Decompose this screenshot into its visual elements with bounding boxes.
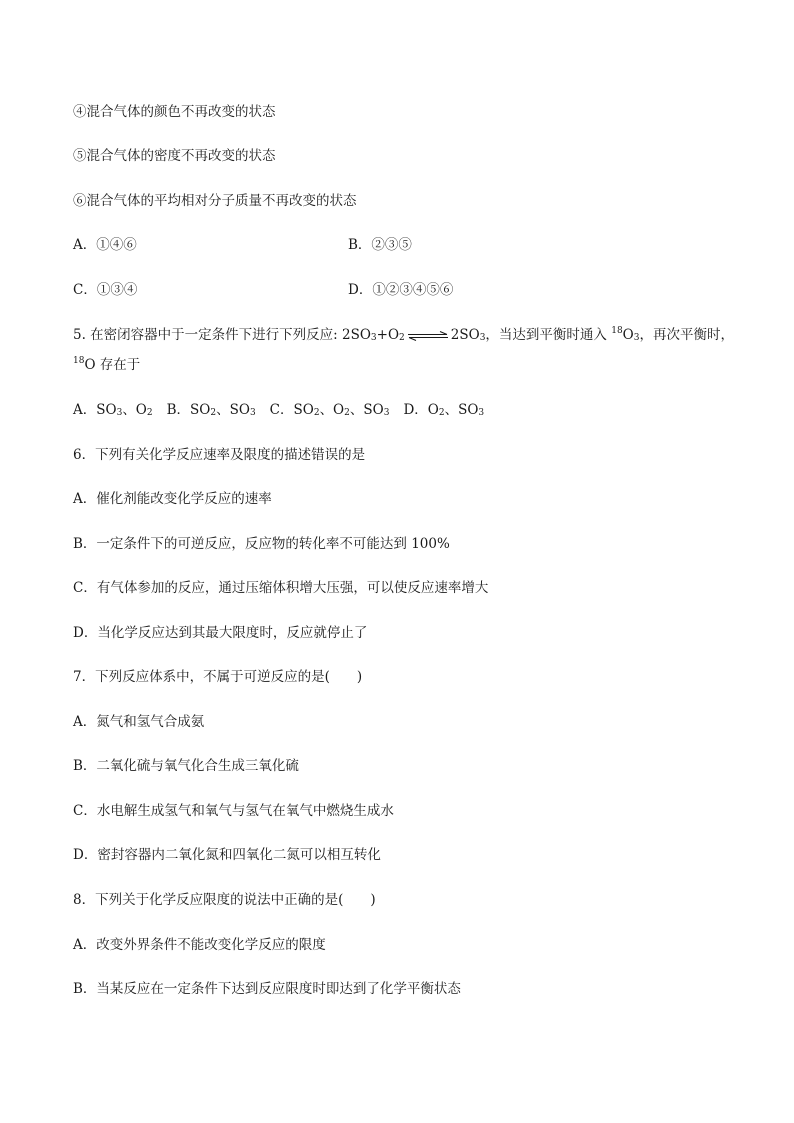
q5-option-c <box>270 402 390 418</box>
q5-product: 2SO <box>450 327 480 343</box>
q4-statement-6: ⑥混合气体的平均相对分子质量不再改变的状态 <box>73 193 357 209</box>
option-label: A．SO <box>73 402 117 418</box>
q7-option-a: A．氮气和氢气合成氨 <box>73 714 205 730</box>
q5-option-b <box>167 402 256 418</box>
equilibrium-arrow-icon <box>407 331 449 341</box>
q5-prefix: 5. 在密闭容器中于一定条件下进行下列反应: 2SO <box>73 327 371 343</box>
option-sub: 2 <box>344 408 350 418</box>
q5-stem-line2 <box>73 356 140 374</box>
q5-sub: 3 <box>479 333 486 343</box>
option-label: D．O <box>403 402 439 418</box>
q6-option-c: C．有气体参加的反应，通过压缩体积增大压强，可以使反应速率增大 <box>73 580 489 596</box>
option-text: 、O <box>122 402 147 418</box>
q5-sub: 3 <box>633 333 640 343</box>
q7-option-d: D．密封容器内二氧化氮和四氧化二氮可以相互转化 <box>73 847 381 863</box>
q6-option-b: B．一定条件下的可逆反应，反应物的转化率不可能达到 100% <box>73 536 450 552</box>
q4-statement-4: ④混合气体的颜色不再改变的状态 <box>73 104 276 120</box>
q6-stem: 6．下列有关化学反应速率及限度的描述错误的是 <box>73 447 366 463</box>
option-label: B．SO <box>166 402 211 418</box>
q4-option-d: D．①②③④⑤⑥ <box>348 282 454 298</box>
option-sub: 2 <box>146 408 153 418</box>
option-text: 、O <box>319 402 345 418</box>
q8-stem: 8．下列关于化学反应限度的说法中正确的是( ) <box>73 892 376 908</box>
q5-options <box>73 401 484 419</box>
q8-option-b: B．当某反应在一定条件下达到反应限度时即达到了化学平衡状态 <box>73 981 461 997</box>
q4-option-c: C．①③④ <box>73 282 138 298</box>
option-sub: 3 <box>383 408 390 418</box>
q5-tail: ，再次平衡时， <box>639 327 734 343</box>
q5-option-d <box>403 402 484 418</box>
q4-option-a: A．①④⑥ <box>73 237 137 253</box>
option-text: 、SO <box>349 402 384 418</box>
q5-iso-o: O <box>622 327 634 343</box>
q5-sub: 2 <box>399 333 405 343</box>
q5-option-a <box>73 402 153 418</box>
option-sub: 2 <box>438 408 445 418</box>
q8-option-a: A．改变外界条件不能改变化学反应的限度 <box>73 937 326 953</box>
option-label: C．SO <box>269 402 314 418</box>
option-sub: 2 <box>210 408 217 418</box>
q5-sub: 3 <box>370 333 377 343</box>
q5-plus-o: +O <box>376 327 400 343</box>
option-sub: 3 <box>478 408 485 418</box>
q4-option-b: B．②③⑤ <box>348 237 412 253</box>
option-sub: 3 <box>116 408 123 418</box>
q5-line2-text: O 存在于 <box>84 357 141 373</box>
q7-option-c: C．水电解生成氢气和氧气与氢气在氧气中燃烧生成水 <box>73 803 394 819</box>
option-text: 、SO <box>444 402 479 418</box>
q4-statement-5: ⑤混合气体的密度不再改变的状态 <box>73 148 276 164</box>
option-sub: 2 <box>313 408 320 418</box>
option-sub: 3 <box>249 408 256 418</box>
option-text: 、SO <box>216 402 250 418</box>
q5-sup: 18 <box>73 355 85 366</box>
q5-stem-line1 <box>73 326 734 344</box>
q5-sup: 18 <box>611 325 623 336</box>
q6-option-d: D．当化学反应达到其最大限度时，反应就停止了 <box>73 625 368 641</box>
q6-option-a: A．催化剂能改变化学反应的速率 <box>73 491 272 507</box>
q7-option-b: B．二氧化硫与氧气化合生成三氧化硫 <box>73 758 299 774</box>
q7-stem: 7．下列反应体系中，不属于可逆反应的是( ) <box>73 669 363 685</box>
q5-mid: ，当达到平衡时通入 <box>485 327 612 343</box>
